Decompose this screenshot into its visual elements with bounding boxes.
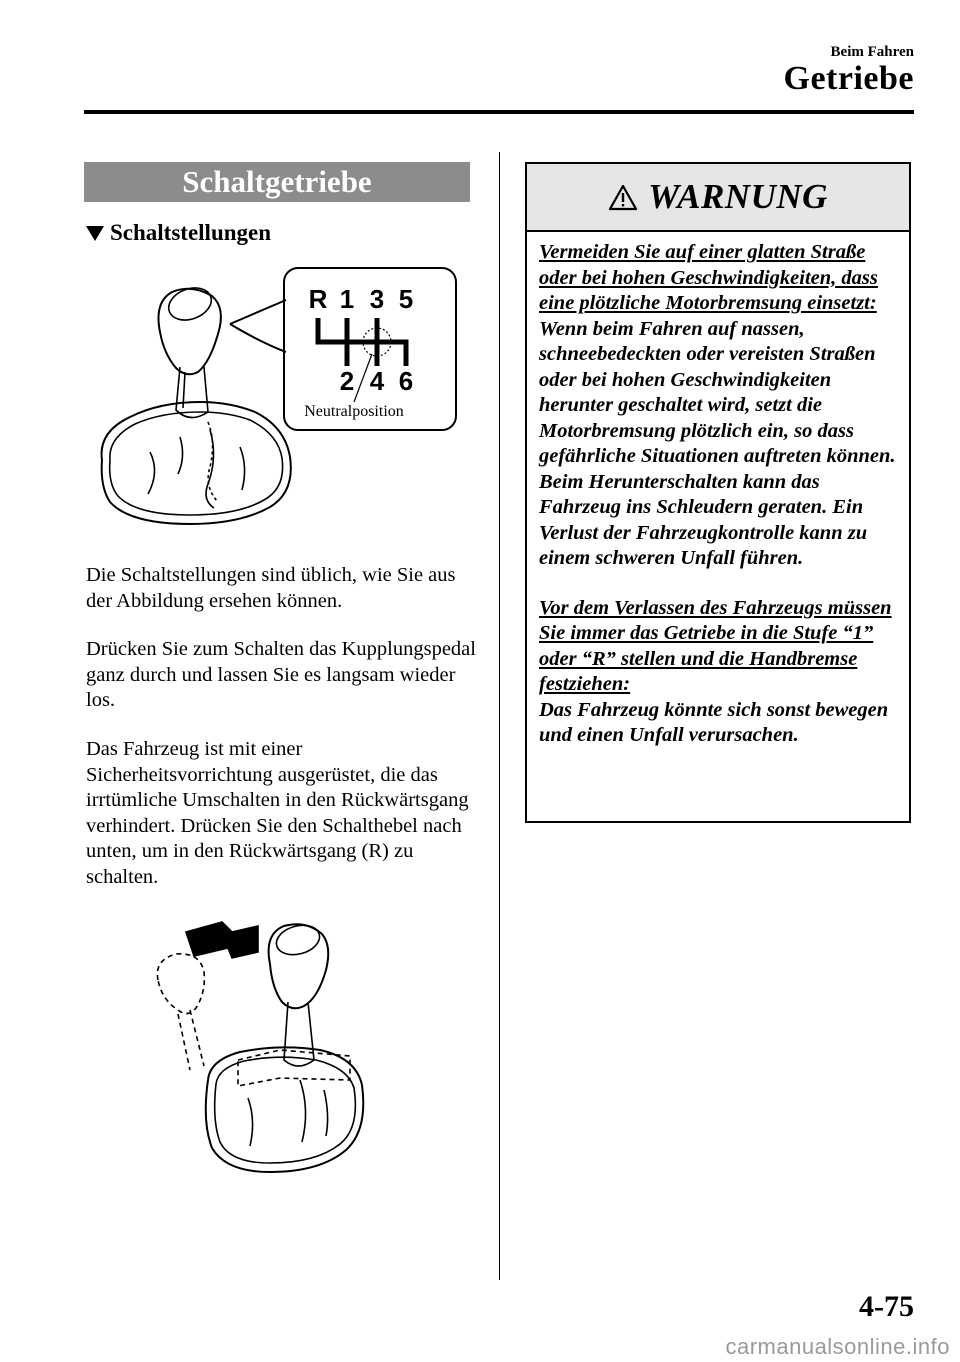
- paragraph: Das Fahrzeug ist mit einer Sicherheitsvorrichtung ausgerüstet, die das irrtümliche Umschalten in den Rückwärtsgang verhindert. Drücken Sie den Schalthebel nach unten, um in den Rückwärtsgang (R) zu schalten.: [86, 738, 469, 888]
- neutral-position-label: Neutralposition: [304, 403, 404, 420]
- warning-triangle-icon: [608, 183, 638, 211]
- reverse-shift-illustration: [150, 910, 380, 1180]
- gate-label: 1: [339, 284, 355, 314]
- gate-label: R: [308, 284, 328, 314]
- gate-label: 6: [398, 366, 414, 396]
- gate-label: 3: [369, 284, 385, 314]
- warning-block1-text: Wenn beim Fahren auf nassen, schneebedeckten oder vereisten Straßen oder bei hohen Geschwindigkeiten herunter geschaltet wird, setzt die Motorbremsung plötzlich ein, so dass gefährliche Situationen auftreten können. Beim Herunterschalten kann das Fahrzeug ins Schleudern geraten. Ein Verlust der Fahrzeugkontrolle kann zu einem schweren Unfall führen.: [539, 317, 896, 569]
- warning-box: [525, 162, 911, 823]
- column-divider: [499, 152, 500, 1280]
- triangle-bullet-icon: [86, 226, 104, 241]
- section-title: Schaltgetriebe: [84, 162, 470, 202]
- footer-watermark: carmanualsonline.info: [725, 1334, 950, 1359]
- warning-block2-text: Das Fahrzeug könnte sich sonst bewegen und einen Unfall verursachen.: [539, 698, 889, 746]
- warning-heading: WARNUNG: [648, 177, 828, 216]
- gate-label: 2: [339, 366, 355, 396]
- warning-body: [527, 232, 909, 749]
- page-number: 4-75: [859, 1290, 914, 1323]
- gate-label: 4: [369, 366, 385, 396]
- warning-block1-title: Vermeiden Sie auf einer glatten Straße oder bei hohen Geschwindigkeiten, dass eine plötzliche Motorbremsung einsetzt:: [539, 241, 878, 314]
- subsection-heading: [86, 220, 271, 246]
- subsection-title: Schaltstellungen: [110, 220, 272, 245]
- warning-header: [527, 164, 909, 232]
- page-title: Getriebe: [783, 60, 914, 97]
- warning-block2-title: Vor dem Verlassen des Fahrzeugs müssen Sie immer das Getriebe in die Stufe “1” oder “R” stellen und die Handbremse festziehen:: [539, 596, 892, 695]
- paragraph: Drücken Sie zum Schalten das Kupplungspedal ganz durch und lassen Sie es langsam wieder los.: [86, 638, 476, 711]
- gate-label: 5: [398, 284, 414, 314]
- header-rule: [84, 110, 914, 114]
- gear-knob-illustration: [90, 262, 460, 537]
- chapter-label: Beim Fahren: [830, 44, 914, 60]
- paragraph: Die Schaltstellungen sind üblich, wie Sie aus der Abbildung ersehen können.: [86, 564, 456, 612]
